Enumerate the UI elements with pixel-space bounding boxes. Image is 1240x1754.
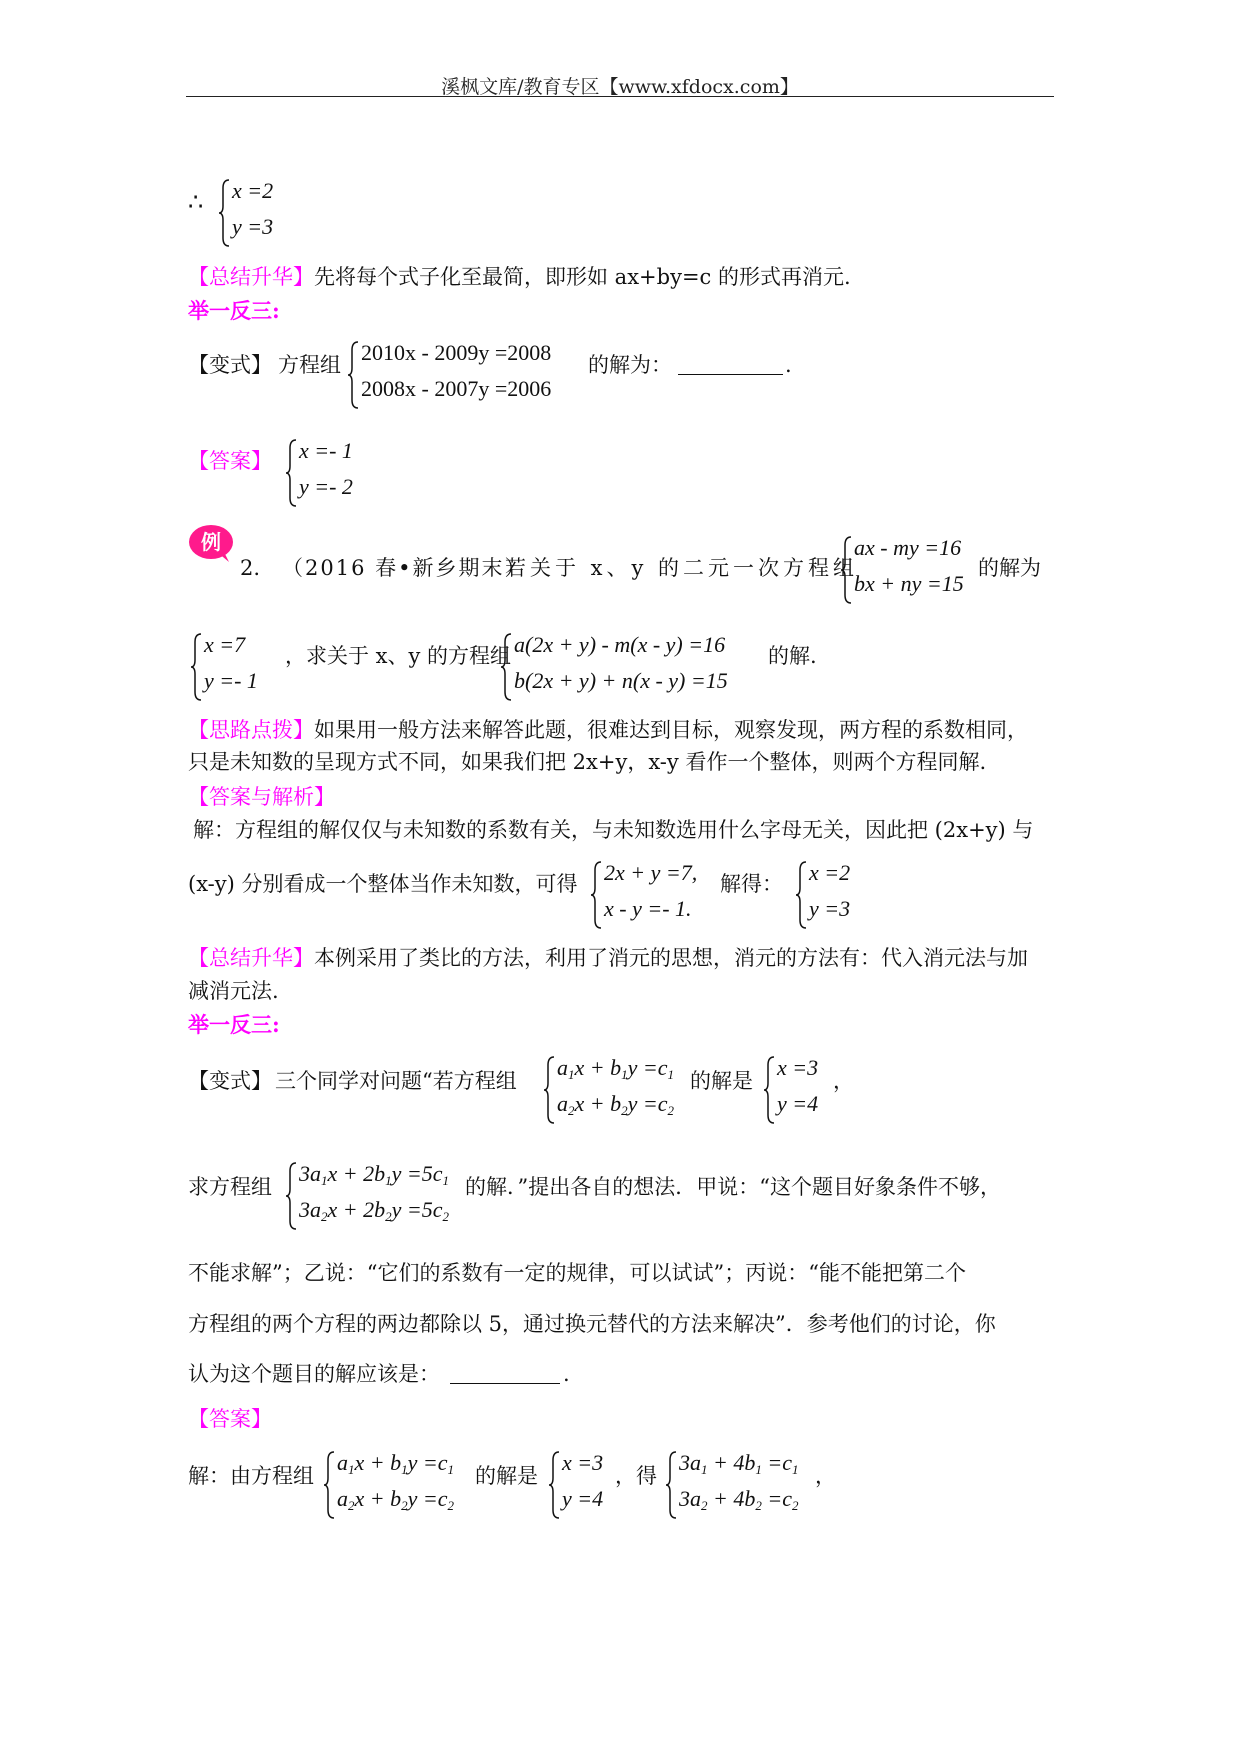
example-stem-end: 的解为: [978, 556, 1041, 580]
answer-tag: 【答案】: [188, 1407, 272, 1431]
summary-tag: 【总结升华】: [188, 265, 314, 289]
equation-row: ax - my =16: [854, 535, 962, 560]
brace-icon: [500, 632, 512, 702]
answer-mid: 的解是: [475, 1464, 538, 1488]
brace-icon: [590, 860, 602, 930]
equation-row: $a_2x + b_2y =c_2$: [557, 1091, 674, 1118]
analysis-mid: 解得：: [720, 872, 783, 896]
variant-prefix: 求方程组: [188, 1175, 272, 1199]
page-header: 溪枫文库/教育专区【www.xfdocx.com】: [441, 76, 799, 98]
variant-prefix: 方程组: [278, 353, 341, 377]
example-source: （2016 春•新乡期末）: [282, 556, 528, 580]
brace-icon: [190, 632, 202, 702]
equation-row: bx + ny =15: [854, 571, 964, 596]
brace-icon: [285, 1161, 297, 1231]
brace-icon: [347, 340, 359, 410]
equation-row: y =- 1: [204, 668, 258, 693]
analysis-line: 解：方程组的解仅仅与未知数的系数有关，与未知数选用什么字母无关，因此把 (2x+y) 与: [193, 818, 1034, 842]
example-badge-icon: [187, 522, 239, 564]
example-end: 的解.: [768, 644, 817, 668]
variant-end: .: [563, 1362, 570, 1386]
equation-row: x =3: [777, 1055, 819, 1080]
variant-comma: ，: [833, 1069, 854, 1093]
equation-row: $3a_2x + 2b_2y =5c_2$: [299, 1197, 449, 1224]
brace-icon: [840, 535, 852, 605]
equation-row: a(2x + y) - m(x - y) =16: [514, 632, 726, 657]
equation-row: 2x + y =7,: [604, 860, 698, 885]
hint-line: 只是未知数的呈现方式不同，如果我们把 2x+y，x-y 看作一个整体，则两个方程同解.: [188, 750, 987, 774]
equation-row: x =7: [204, 632, 246, 657]
variant-tag: 【变式】: [188, 1069, 272, 1093]
equation-row: y =4: [777, 1091, 819, 1116]
equation-row: 2010x - 2009y =2008: [361, 340, 552, 365]
variant-suffix: 的解为：: [588, 353, 672, 377]
equation-row: x =2: [809, 860, 851, 885]
brace-icon: [218, 178, 230, 248]
answer-tag: 【答案】: [188, 449, 272, 473]
equation-row: x =3: [562, 1450, 604, 1475]
variant-text: 的解．”提出各自的想法．甲说：“这个题目好象条件不够，: [465, 1175, 1001, 1199]
summary-line: 减消元法.: [188, 979, 279, 1003]
equation-row: 2008x - 2007y =2006: [361, 376, 552, 401]
hint-tag: 【思路点拨】: [188, 718, 314, 742]
equation-row: x - y =- 1.: [604, 896, 692, 921]
equation-row: y =- 2: [299, 474, 353, 499]
example-mid: ，求关于 x、y 的方程组: [285, 644, 512, 668]
answer-de: ，得: [615, 1464, 657, 1488]
equation-row: $3a_1 + 4b_1 =c_1$: [679, 1450, 799, 1477]
equation-row: x =2: [232, 178, 274, 203]
therefore-symbol: ∴: [188, 188, 204, 216]
summary-paragraph: [188, 944, 1028, 972]
brace-icon: [548, 1450, 560, 1520]
analysis-line: (x-y) 分别看成一个整体当作未知数，可得: [188, 872, 578, 896]
answer-comma: ，: [815, 1464, 836, 1488]
equation-row: $a_2x + b_2y =c_2$: [337, 1486, 454, 1513]
hint-line: 如果用一般方法来解答此题，很难达到目标，观察发现，两方程的系数相同，: [314, 718, 1028, 742]
variant-tag: 【变式】: [188, 353, 272, 377]
analysis-tag: 【答案与解析】: [188, 785, 335, 809]
brace-icon: [763, 1055, 775, 1125]
practice-title: 举一反三:: [188, 298, 280, 323]
brace-icon: [285, 438, 297, 508]
example-stem: 若关于 x、y 的二元一次方程组: [505, 556, 859, 580]
variant-line: 方程组的两个方程的两边都除以 5，通过换元替代的方法来解决”．参考他们的讨论，你: [188, 1312, 996, 1336]
equation-row: y =3: [232, 214, 274, 239]
variant-end: .: [785, 353, 792, 377]
answer-prefix: 解：由方程组: [188, 1464, 314, 1488]
summary-text: 先将每个式子化至最简，即形如 ax+by=c 的形式再消元.: [314, 265, 851, 289]
brace-icon: [323, 1450, 335, 1520]
svg-text:例: 例: [201, 530, 221, 554]
summary-paragraph: [188, 263, 851, 291]
equation-row: $a_1x + b_1y =c_1$: [557, 1055, 674, 1082]
header-rule: [186, 96, 1054, 97]
equation-row: y =3: [809, 896, 851, 921]
brace-icon: [665, 1450, 677, 1520]
variant-line: 认为这个题目的解应该是：: [188, 1362, 440, 1386]
equation-row: b(2x + y) + n(x - y) =15: [514, 668, 728, 693]
equation-row: $a_1x + b_1y =c_1$: [337, 1450, 454, 1477]
equation-row: $3a_2 + 4b_2 =c_2$: [679, 1486, 799, 1513]
equation-row: $3a_1x + 2b_1y =5c_1$: [299, 1161, 449, 1188]
variant-text: 三个同学对问题“若方程组: [275, 1069, 517, 1093]
equation-row: y =4: [562, 1486, 604, 1511]
equation-row: x =- 1: [299, 438, 353, 463]
summary-line: 本例采用了类比的方法，利用了消元的思想，消元的方法有：代入消元法与加: [314, 946, 1028, 970]
answer-blank: [678, 354, 783, 379]
answer-blank: [450, 1363, 560, 1388]
variant-mid: 的解是: [690, 1069, 753, 1093]
variant-line: 不能求解”；乙说：“它们的系数有一定的规律，可以试试”；丙说：“能不能把第二个: [188, 1261, 966, 1285]
practice-title: 举一反三:: [188, 1012, 280, 1037]
summary-tag: 【总结升华】: [188, 946, 314, 970]
hint-paragraph: [188, 716, 1028, 744]
brace-icon: [543, 1055, 555, 1125]
example-number: 2.: [240, 556, 261, 580]
brace-icon: [795, 860, 807, 930]
